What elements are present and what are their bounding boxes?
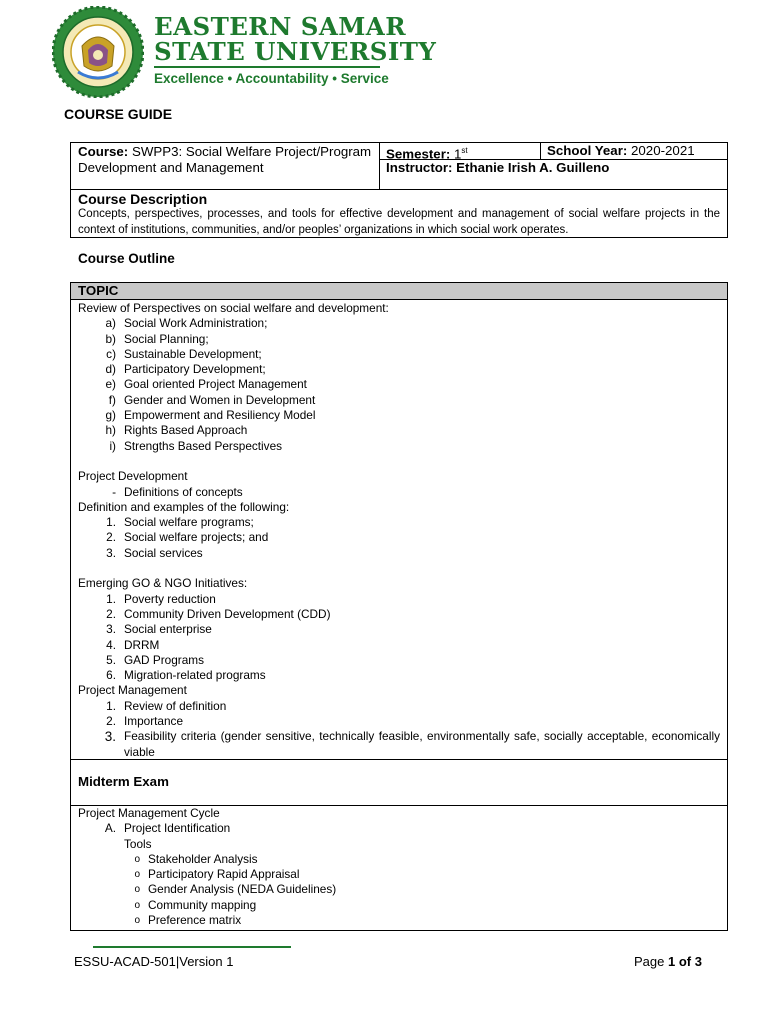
page-prefix: Page — [634, 954, 665, 969]
topics-section-midterm — [71, 806, 727, 928]
list-item: h) Rights Based Approach — [105, 423, 248, 438]
topics-table — [70, 282, 728, 931]
list-item: a) Social Work Administration; — [105, 316, 268, 331]
semester-label: Semester: — [386, 146, 451, 162]
instructor: Instructor: Ethanie Irish A. Guilleno — [386, 160, 610, 175]
list-item: A. Project Identification — [104, 821, 231, 836]
university-brand — [154, 14, 436, 86]
topics-section-prelim — [71, 300, 727, 760]
list-item: 6. Migration-related programs — [106, 668, 266, 683]
page-total: 3 — [694, 954, 702, 969]
course-info-table — [70, 142, 728, 238]
topic-header: TOPIC — [71, 283, 727, 300]
page-of: of — [678, 954, 692, 969]
school-year-cell — [541, 143, 727, 159]
semester-value: 1 — [454, 146, 462, 162]
list-item: o Preference matrix — [134, 913, 242, 928]
list-item: e) Goal oriented Project Management — [105, 377, 307, 392]
list-item: 1. Social welfare programs; — [106, 515, 254, 530]
tools-label: Tools — [124, 836, 152, 851]
page-indicator — [634, 954, 702, 969]
list-item: 1. Poverty reduction — [106, 591, 216, 606]
project-management-heading: Project Management — [78, 683, 187, 698]
list-item: d) Participatory Development; — [105, 362, 266, 377]
semester-cell — [380, 143, 541, 162]
list-item: 3. Social services — [106, 545, 203, 560]
project-development-heading: Project Development — [78, 469, 188, 484]
list-item: b) Social Planning; — [105, 331, 209, 346]
brand-divider — [154, 66, 380, 68]
definitions-intro: Definition and examples of the following: — [78, 499, 290, 514]
document-code: ESSU-ACAD-501|Version 1 — [74, 954, 234, 969]
list-item: f) Gender and Women in Development — [108, 392, 316, 407]
cycle-heading: Project Management Cycle — [78, 806, 220, 820]
list-item: 2. Social welfare projects; and — [106, 530, 269, 545]
course-outline-heading: Course Outline — [78, 251, 175, 266]
course-cell — [71, 143, 380, 189]
perspectives-intro: Review of Perspectives on social welfare and development: — [78, 301, 389, 315]
list-item: 3. Feasibility criteria (gender sensitive, technically feasible, environmentally safe, socially acceptable, economically viable — [104, 729, 720, 759]
description-text: Concepts, perspectives, processes, and tools for effective development and management of social welfare projects in the context of institutions, communities, and/or peoples’ organizations in which social work operates. — [78, 208, 720, 236]
list-item: i) Strengths Based Perspectives — [109, 438, 283, 453]
document-title: COURSE GUIDE — [64, 106, 173, 122]
university-tagline: Excellence • Accountability • Service — [154, 71, 389, 86]
description-heading: Course Description — [78, 191, 208, 207]
course-label: Course: — [78, 144, 129, 159]
midterm-exam-row: Midterm Exam — [71, 760, 727, 806]
semester-sup: st — [461, 146, 468, 155]
list-item: o Community mapping — [134, 897, 257, 912]
footer-divider — [93, 946, 291, 948]
list-item: 2. Importance — [106, 714, 184, 729]
course-description — [71, 190, 727, 238]
list-item: 1. Review of definition — [106, 698, 227, 713]
list-item: g) Empowerment and Resiliency Model — [105, 408, 316, 423]
list-item: 4. DRRM — [106, 637, 160, 652]
course-value: SWPP3: Social Welfare Project/Program Development and Management — [78, 144, 372, 175]
list-item: o Stakeholder Analysis — [134, 851, 258, 866]
university-seal-icon — [52, 6, 144, 98]
list-item: o Gender Analysis (NEDA Guidelines) — [134, 882, 337, 897]
initiatives-intro: Emerging GO & NGO Initiatives: — [78, 576, 248, 591]
list-item: 2. Community Driven Development (CDD) — [106, 606, 331, 621]
university-name-line1: EASTERN SAMAR — [154, 12, 406, 41]
list-item: 3. Social enterprise — [106, 622, 212, 637]
list-item: o Participatory Rapid Appraisal — [134, 867, 300, 882]
university-name-line2: STATE UNIVERSITY — [154, 37, 437, 66]
school-year-label: School Year: — [547, 143, 628, 158]
page-current: 1 — [668, 954, 676, 969]
list-item: c) Sustainable Development; — [106, 346, 262, 361]
school-year-value: 2020-2021 — [631, 143, 695, 158]
list-item: 5. GAD Programs — [106, 652, 204, 667]
list-item: - Definitions of concepts — [112, 484, 243, 499]
